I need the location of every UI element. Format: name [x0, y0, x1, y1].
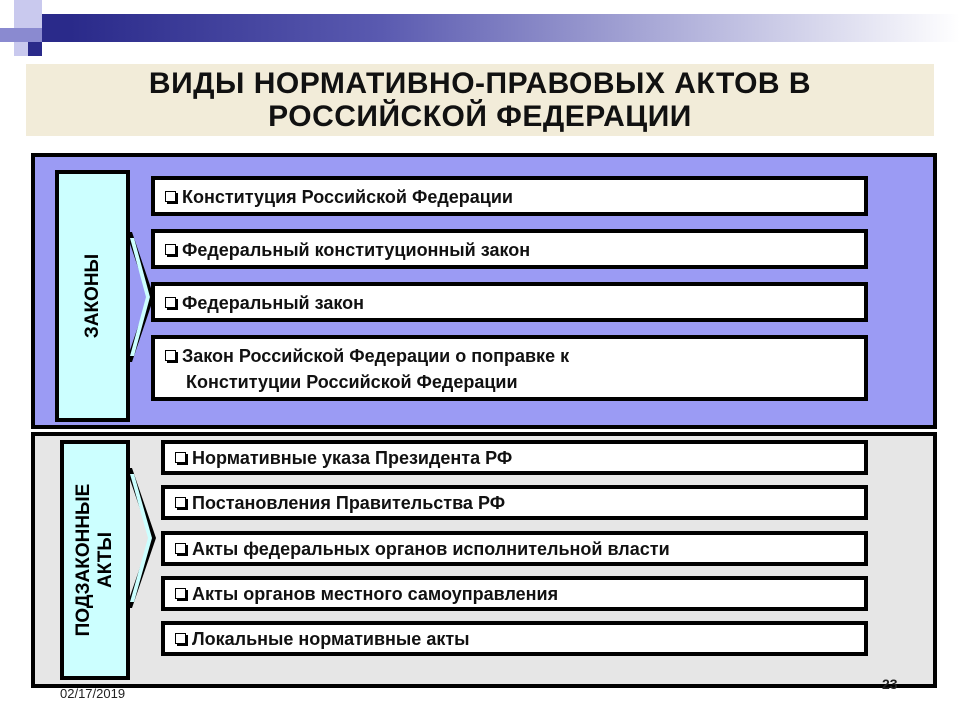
- checkbox-bullet-icon: [175, 633, 186, 644]
- list-item-local-government-acts: [161, 576, 868, 611]
- checkbox-bullet-icon: [175, 497, 186, 508]
- decor-square: [42, 0, 70, 14]
- list-item-local-normative-acts: [161, 621, 868, 656]
- footer-date: 02/17/2019: [60, 686, 126, 701]
- laws-label: ЗАКОНЫ: [81, 253, 103, 339]
- checkbox-bullet-icon: [165, 191, 176, 202]
- page-title: [149, 67, 811, 133]
- subordinate-label-line-1: ПОДЗАКОННЫЕ: [73, 483, 94, 637]
- item-text: Акты федеральных органов исполнительной власти: [192, 539, 670, 559]
- decorative-header-bar: [0, 0, 960, 60]
- list-item-presidential-decrees: [161, 440, 868, 475]
- subordinate-label: [73, 484, 117, 637]
- list-item-federal-constitutional-law: [151, 229, 868, 269]
- list-item-federal-executive-acts: [161, 531, 868, 566]
- decor-square: [0, 28, 42, 42]
- subordinate-label-line-2: АКТЫ: [95, 532, 116, 589]
- checkbox-bullet-icon: [175, 452, 186, 463]
- item-text: Нормативные указа Президента РФ: [192, 448, 513, 468]
- item-text: Федеральный конституционный закон: [182, 240, 531, 260]
- list-item-government-resolutions: [161, 485, 868, 520]
- checkbox-bullet-icon: [165, 244, 176, 255]
- item-text-line-1: Закон Российской Федерации о поправке к: [182, 346, 570, 366]
- checkbox-bullet-icon: [175, 543, 186, 554]
- decor-square: [42, 14, 70, 42]
- list-item-federal-law: [151, 282, 868, 322]
- decor-square: [14, 0, 42, 28]
- list-item-constitution: [151, 176, 868, 216]
- item-text: Федеральный закон: [182, 293, 364, 313]
- checkbox-bullet-icon: [165, 297, 176, 308]
- checkbox-bullet-icon: [175, 588, 186, 599]
- title-band: [26, 64, 934, 136]
- laws-side-label: [55, 170, 130, 422]
- header-gradient: [70, 14, 960, 42]
- checkbox-bullet-icon: [165, 350, 176, 361]
- item-text-line-2: Конституции Российской Федерации: [186, 372, 518, 392]
- title-line-1: ВИДЫ НОРМАТИВНО-ПРАВОВЫХ АКТОВ В: [148, 67, 812, 100]
- item-text: Локальные нормативные акты: [192, 629, 470, 649]
- subordinate-side-label: [60, 440, 130, 680]
- subordinate-bracket-arrow: [126, 468, 160, 608]
- decor-square: [28, 42, 42, 56]
- page-number: 23: [882, 676, 898, 692]
- title-line-2: РОССИЙСКОЙ ФЕДЕРАЦИИ: [268, 100, 692, 133]
- decor-square: [14, 42, 28, 56]
- list-item-constitution-amendment-law: [151, 335, 868, 401]
- item-text: Акты органов местного самоуправления: [192, 584, 559, 604]
- item-text: Постановления Правительства РФ: [192, 493, 506, 513]
- item-text: Конституция Российской Федерации: [182, 187, 513, 207]
